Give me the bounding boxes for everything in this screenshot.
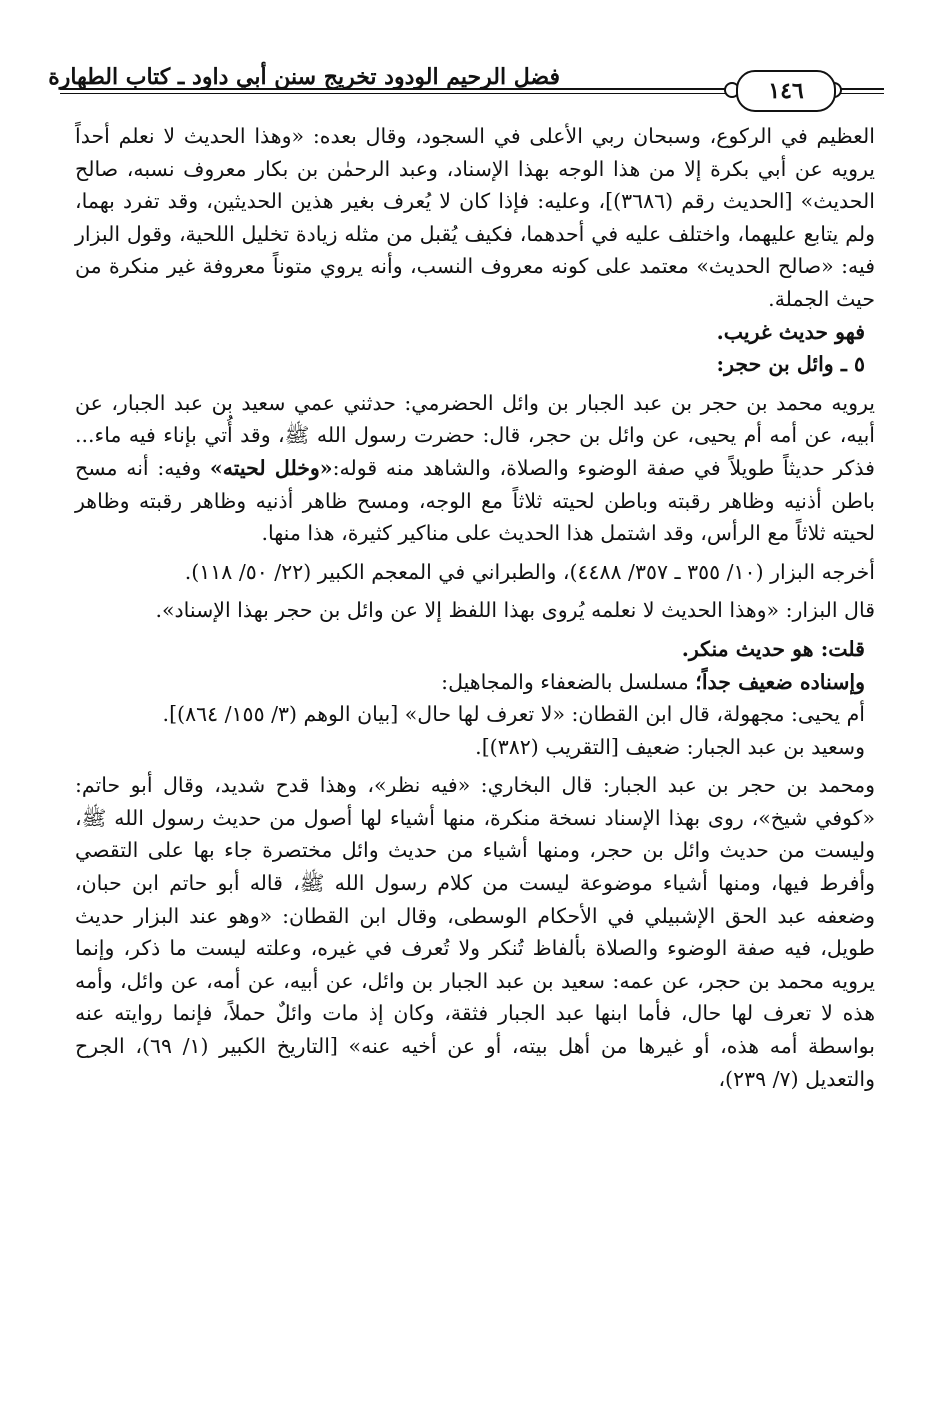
paragraph: العظيم في الركوع، وسبحان ربي الأعلى في السجود، وقال بعده: «وهذا الحديث لا نعلم أحداً يرويه عن أبي بكرة إلا من هذا الوجه بهذا الإسناد، وعبد الرحمٰن بن بكار معروف نسبه، صالح الحديث» [الحديث رقم (٣٦٨٦)]، وعليه: فإذا كان لا يُعرف بغير هذين الحديثين، وقد تفرد بهما، ولم يتابع عليهما، واختلف عليه في أحدهما، فكيف يُقبل من مثله زيادة تخليل اللحية، وقول البزار فيه: «صالح الحديث» معتمد على كونه معروف النسب، وأنه يروي متوناً معروفة غير منكرة من حيث الجملة. <box>75 124 875 311</box>
paragraph: ومحمد بن حجر بن عبد الجبار: قال البخاري: «فيه نظر»، وهذا قدح شديد، وقال أبو حاتم: «كوفي شيخ»، روى بهذا الإسناد نسخة منكرة، منها أشياء لها أصول من حديث رسول الله ﷺ، وليست من حديث وائل بن حجر، ومنها أشياء من حديث وائل مختصرة جاء بها على التقصي وأفرط فيها، ومنها أشياء موضوعة ليست من كلام رسول الله ﷺ، قاله أبو حاتم ابن حبان، وضعفه عبد الحق الإشبيلي في الأحكام الوسطى، وقال ابن القطان: «وهو عند البزار حديث طويل، فيه صفة الوضوء والصلاة بألفاظ تُنكر ولا تُعرف في غيره، وعلته ليست ما ذكر، وإنما يرويه محمد بن حجر، عن عمه: سعيد بن عبد الجبار بن وائل، عن أبيه، عن أمه، عن وائل، وأمه هذه لا تعرف لها حال، فأما ابنها عبد الجبار فثقة، وكان إذ مات وائلٌ حملاً، فإنما روايته عنه بواسطة أمه هذه، أو غيرها من أهل بيته، أو عن أخيه عنه» [التاريخ الكبير (١/ ٦٩)، الجرح والتعديل (٧/ ٢٣٩)، <box>75 773 875 1091</box>
paragraph-text: يرويه محمد بن حجر بن عبد الجبار بن وائل الحضرمي: حدثني عمي سعيد بن عبد الجبار، عن أبيه، عن أمه أم يحيى، عن وائل بن حجر، قال: حضرت رسول الله ﷺ، وقد أُتي بإناء فيه ماء... فذكر حديثاً طويلاً في صفة الوضوء والصلاة، والشاهد منه قوله: <box>75 390 875 480</box>
verdict-line: فهو حديث غريب. <box>716 319 865 344</box>
body-text <box>75 120 875 1095</box>
paragraph <box>75 633 875 666</box>
paragraph-text: هو حديث منكر. <box>681 636 821 661</box>
page-header <box>48 48 880 108</box>
header-rule <box>60 93 728 94</box>
paragraph: أخرجه البزار (١٠/ ٣٥٥ ـ ٣٥٧/ ٤٤٨٨)، والطبراني في المعجم الكبير (٢٢/ ٥٠/ ١١٨). <box>184 559 875 584</box>
label-qult: قلت: <box>820 636 865 661</box>
paragraph: وسعيد بن عبد الجبار: ضعيف [التقريب (٣٨٢)]. <box>475 734 865 759</box>
quoted-phrase: «وخلل لحيته» <box>209 455 333 480</box>
paragraph <box>75 387 875 550</box>
page-number: ١٤٦ <box>736 70 836 112</box>
header-rule <box>840 93 884 94</box>
header-rule <box>60 88 728 90</box>
paragraph <box>75 666 875 699</box>
running-title: فضل الرحيم الودود تخريج سنن أبي داود ـ كتاب الطهارة <box>48 64 560 90</box>
header-rule <box>840 88 884 90</box>
section-heading: ٥ ـ وائل بن حجر: <box>716 352 865 377</box>
paragraph-text: وفيه: أنه مسح باطن أذنيه وظاهر رقبته وباطن لحيته ثلاثاً مع الوجه، ومسح ظاهر أذنيه وظاهر رقبته وظاهر لحيته ثلاثاً مع الرأس، وقد اشتمل هذا الحديث على مناكير كثيرة، هذا منها. <box>75 455 875 546</box>
paragraph-text: مسلسل بالضعفاء والمجاهيل: <box>441 669 696 694</box>
paragraph: قال البزار: «وهذا الحديث لا نعلمه يُروى بهذا اللفظ إلا عن وائل بن حجر بهذا الإسناد». <box>155 598 875 623</box>
bold-phrase: وإسناده ضعيف جداً؛ <box>695 669 865 694</box>
paragraph: أم يحيى: مجهولة، قال ابن القطان: «لا تعرف لها حال» [بيان الوهم (٣/ ١٥٥/ ٨٦٤)]. <box>162 702 865 727</box>
